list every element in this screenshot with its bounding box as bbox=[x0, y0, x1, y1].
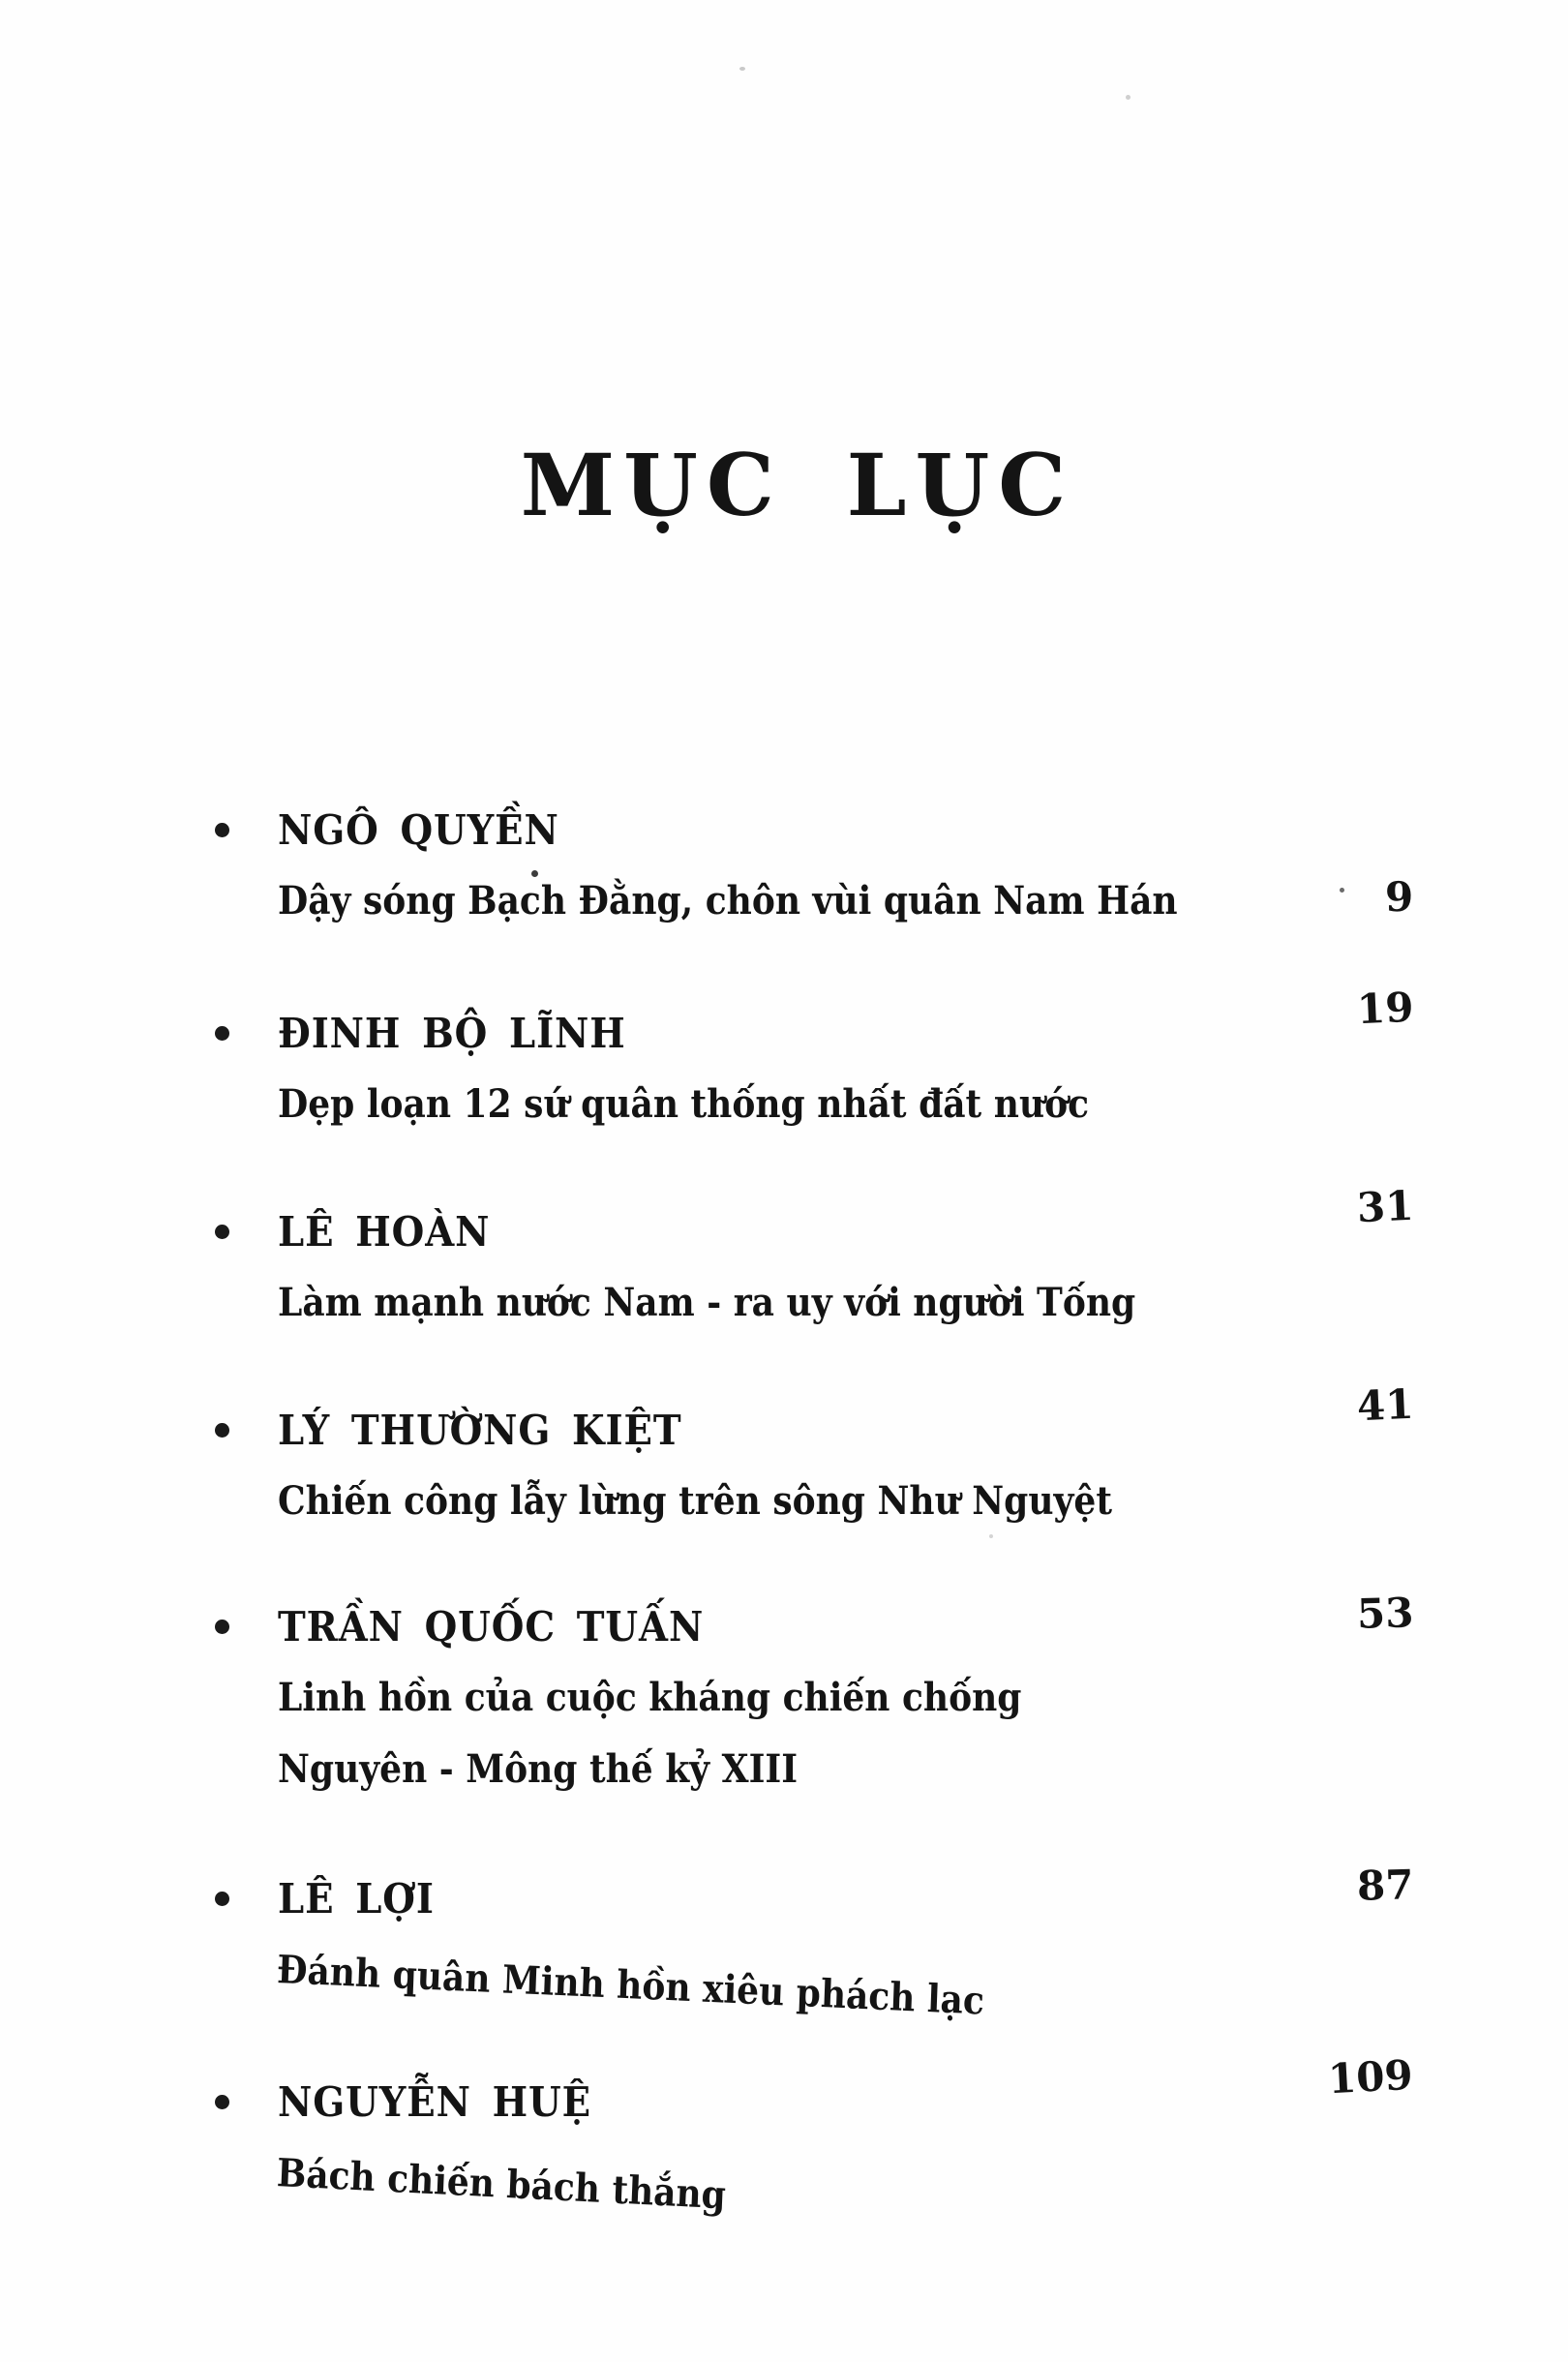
toc-entry bbox=[215, 983, 1415, 1129]
entry-page-number: 109 bbox=[1327, 2050, 1415, 2103]
entry-name-row bbox=[215, 1588, 1414, 1650]
toc-entry bbox=[215, 1860, 1414, 2024]
entry-page-number: 31 bbox=[1355, 1181, 1415, 1231]
toc-entry bbox=[215, 805, 1413, 925]
scan-speck bbox=[1126, 95, 1131, 100]
entry-page-number: 19 bbox=[1355, 983, 1415, 1033]
toc-entry bbox=[215, 1588, 1414, 1794]
entry-subtitle: Dậy sóng Bạch Đằng, chôn vùi quân Nam Hán bbox=[278, 878, 1178, 924]
entry-subtitle: Đánh quân Minh hồn xiêu phách lạc bbox=[276, 1946, 985, 2024]
entry-subtitle-row bbox=[215, 872, 1414, 925]
bullet-icon bbox=[215, 1225, 229, 1239]
bullet-icon bbox=[215, 823, 229, 837]
entry-name: NGUYỄN HUỆ bbox=[278, 2077, 592, 2126]
toc-entry bbox=[215, 2050, 1415, 2219]
scan-speck bbox=[1340, 888, 1344, 893]
entry-subtitle: Linh hồn của cuộc kháng chiến chống bbox=[278, 1675, 1022, 1720]
entry-name-row bbox=[215, 983, 1415, 1057]
entry-name: LÊ HOÀN bbox=[278, 1207, 491, 1256]
entry-name-row bbox=[215, 1181, 1415, 1256]
entry-subtitle: Chiến công lẫy lừng trên sông Như Nguyệt bbox=[278, 1478, 1112, 1524]
entry-subtitle: Dẹp loạn 12 sứ quân thống nhất đất nước bbox=[278, 1081, 1090, 1127]
entry-name-row bbox=[215, 1379, 1415, 1454]
entry-name: TRẦN QUỐC TUẤN bbox=[278, 1602, 705, 1650]
bullet-icon bbox=[215, 1892, 229, 1906]
bullet-icon bbox=[215, 2095, 229, 2109]
entry-name-row bbox=[215, 2050, 1415, 2126]
entry-page-number: 87 bbox=[1355, 1860, 1414, 1910]
entry-name-row bbox=[215, 805, 1413, 854]
bullet-icon bbox=[215, 1423, 229, 1438]
entry-page-number: 41 bbox=[1355, 1379, 1415, 1430]
scan-speck bbox=[531, 870, 538, 877]
toc-entry bbox=[215, 1181, 1415, 1327]
entry-name: NGÔ QUYỀN bbox=[278, 805, 559, 854]
entry-subtitle: Làm mạnh nước Nam - ra uy với người Tống bbox=[278, 1280, 1136, 1325]
entry-name: ĐINH BỘ LĨNH bbox=[278, 1009, 626, 1057]
bullet-icon bbox=[215, 1026, 229, 1041]
scan-speck bbox=[739, 67, 745, 71]
entry-name: LÝ THƯỜNG KIỆT bbox=[278, 1406, 682, 1454]
entry-name-row bbox=[215, 1860, 1414, 1923]
entry-subtitle: Bách chiến bách thắng bbox=[276, 2149, 727, 2219]
scan-speck bbox=[989, 1534, 993, 1538]
entry-subtitle-line2: Nguyên - Mông thế kỷ XIII bbox=[278, 1746, 799, 1792]
toc-entry bbox=[215, 1379, 1415, 1526]
entry-name: LÊ LỢI bbox=[278, 1874, 435, 1923]
entry-page-number: 53 bbox=[1355, 1588, 1414, 1638]
entry-page-number: 9 bbox=[1384, 872, 1414, 922]
page-title: MỤC LỤC bbox=[520, 434, 1075, 535]
bullet-icon bbox=[215, 1620, 229, 1634]
